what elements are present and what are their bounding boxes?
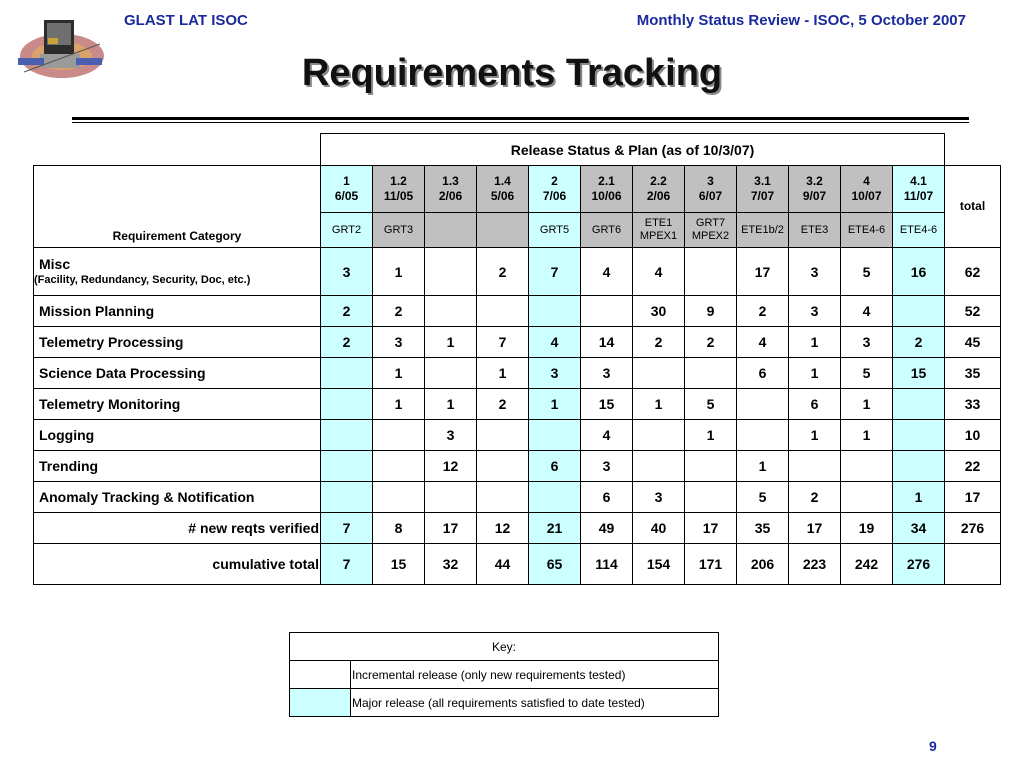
release-test-label [633,213,685,248]
row-label: Anomaly Tracking & Notification [34,482,321,513]
row-value [893,389,945,420]
row-value [425,296,477,327]
release-test-label [789,213,841,248]
release-date: 7/06 [542,189,567,203]
key-label: Major release (all requirements satisfied to date tested) [351,689,719,717]
release-date: 11/05 [383,189,414,203]
release-version-header [373,166,425,213]
release-version-header [477,166,529,213]
release-version: 2.1 [598,174,615,188]
total-header: total [945,166,1001,248]
release-version-header [581,166,633,213]
row-value: 2 [633,327,685,358]
release-date: 9/07 [802,189,827,203]
cumulative-value: 242 [841,544,893,585]
row-value: 2 [477,248,529,296]
cumulative-value: 206 [737,544,789,585]
release-version-header [321,166,373,213]
row-value [685,358,737,389]
release-test-label [373,213,425,248]
row-label: Mission Planning [34,296,321,327]
release-version: 2.2 [650,174,667,188]
release-version: 1.2 [390,174,407,188]
row-value: 3 [633,482,685,513]
release-date: 6/05 [334,189,359,203]
incremental-release-swatch [290,661,351,689]
release-date: 2/06 [438,189,463,203]
release-test-line: ETE3 [800,223,829,236]
row-value [685,482,737,513]
row-value: 3 [373,327,425,358]
release-version: 4.1 [910,174,927,188]
row-total: 62 [945,248,1001,296]
row-value: 2 [321,327,373,358]
new-verified-value: 12 [477,513,529,544]
cumulative-value: 7 [321,544,373,585]
row-value: 1 [893,482,945,513]
new-verified-value: 17 [789,513,841,544]
key-table [289,632,719,717]
row-value [477,420,529,451]
row-total: 22 [945,451,1001,482]
release-status-title: Release Status & Plan (as of 10/3/07) [321,134,945,166]
row-value [321,358,373,389]
release-test-line: GRT3 [383,223,414,236]
release-test-line: ETE4-6 [847,223,886,236]
row-value: 4 [737,327,789,358]
row-value: 3 [529,358,581,389]
cumulative-value: 65 [529,544,581,585]
row-value [477,451,529,482]
release-date: 10/07 [851,189,882,203]
row-label: Logging [34,420,321,451]
new-verified-value: 40 [633,513,685,544]
release-date: 2/06 [646,189,671,203]
row-value: 2 [737,296,789,327]
row-value [737,420,789,451]
row-label: Telemetry Monitoring [34,389,321,420]
row-label-name: Misc [39,256,71,272]
title-divider [72,117,969,120]
row-value: 5 [737,482,789,513]
row-value: 1 [373,389,425,420]
row-value: 2 [685,327,737,358]
row-total: 52 [945,296,1001,327]
release-test-label [477,213,529,248]
row-value: 2 [321,296,373,327]
release-test-label [893,213,945,248]
new-verified-value: 7 [321,513,373,544]
release-version: 3 [707,174,714,188]
new-verified-value: 35 [737,513,789,544]
row-value: 4 [841,296,893,327]
row-label: Telemetry Processing [34,327,321,358]
row-value [789,451,841,482]
row-value: 1 [425,327,477,358]
row-value [477,482,529,513]
release-test-label [737,213,789,248]
release-version: 1.3 [442,174,459,188]
cumulative-empty [945,544,1001,585]
cumulative-value: 223 [789,544,841,585]
row-value: 6 [529,451,581,482]
release-test-label [685,213,737,248]
release-version-header [425,166,477,213]
cumulative-value: 44 [477,544,529,585]
row-total: 10 [945,420,1001,451]
cumulative-value: 15 [373,544,425,585]
row-value: 1 [373,358,425,389]
row-value [893,420,945,451]
release-version: 3.2 [806,174,823,188]
row-total: 17 [945,482,1001,513]
row-value [529,420,581,451]
requirements-table [33,133,1001,585]
row-value [425,358,477,389]
row-value [373,420,425,451]
row-value: 15 [581,389,633,420]
row-label: Trending [34,451,321,482]
cumulative-label: cumulative total [34,544,321,585]
row-value: 3 [425,420,477,451]
release-version: 1.4 [494,174,511,188]
row-value: 6 [789,389,841,420]
page-title: Requirements Tracking [301,52,723,94]
release-test-line: ETE4-6 [899,223,938,236]
row-value: 4 [581,248,633,296]
row-value [425,482,477,513]
release-version-header [633,166,685,213]
release-version-header [893,166,945,213]
release-version-header [685,166,737,213]
cumulative-value: 114 [581,544,633,585]
title-divider-thin [72,122,969,123]
new-verified-value: 17 [425,513,477,544]
row-value: 7 [529,248,581,296]
release-test-line: GRT7 [695,217,726,229]
release-date: 7/07 [750,189,775,203]
row-value: 3 [841,327,893,358]
new-verified-total: 276 [945,513,1001,544]
row-total: 45 [945,327,1001,358]
row-value [321,420,373,451]
release-version-header [789,166,841,213]
row-value: 1 [633,389,685,420]
row-value: 5 [841,248,893,296]
row-value: 9 [685,296,737,327]
row-value [529,296,581,327]
release-test-label [321,213,373,248]
row-value: 6 [581,482,633,513]
row-value: 2 [789,482,841,513]
row-value [477,296,529,327]
release-test-line: GRT6 [591,223,622,236]
row-value [633,420,685,451]
cumulative-value: 171 [685,544,737,585]
row-value [581,296,633,327]
row-value: 1 [685,420,737,451]
release-date: 6/07 [698,189,723,203]
row-total: 33 [945,389,1001,420]
row-value: 4 [581,420,633,451]
header-right-title: Monthly Status Review - ISOC, 5 October 2007 [636,12,966,29]
row-label [34,248,321,296]
row-value: 3 [581,358,633,389]
row-value [841,451,893,482]
row-value: 5 [685,389,737,420]
row-value [685,451,737,482]
page-number: 9 [929,738,937,754]
row-value: 3 [789,248,841,296]
row-value: 1 [789,358,841,389]
row-value [321,451,373,482]
new-verified-value: 49 [581,513,633,544]
cumulative-value: 276 [893,544,945,585]
row-value: 1 [425,389,477,420]
release-test-line: MPEX1 [639,230,678,242]
row-label: Science Data Processing [34,358,321,389]
release-version-header [529,166,581,213]
cumulative-value: 32 [425,544,477,585]
row-value: 1 [373,248,425,296]
release-test-label [529,213,581,248]
release-version: 4 [863,174,870,188]
row-value [893,296,945,327]
row-value: 2 [373,296,425,327]
row-total: 35 [945,358,1001,389]
row-value [321,389,373,420]
row-value: 1 [529,389,581,420]
row-value: 1 [789,327,841,358]
row-value [841,482,893,513]
row-value: 17 [737,248,789,296]
release-test-line: MPEX2 [691,230,730,242]
release-test-line: GRT5 [539,223,570,236]
row-value: 3 [789,296,841,327]
cumulative-value: 154 [633,544,685,585]
new-verified-value: 34 [893,513,945,544]
release-version: 1 [343,174,350,188]
key-label: Incremental release (only new requirements tested) [351,661,719,689]
release-test-line: ETE1b/2 [741,223,784,236]
row-value [321,482,373,513]
empty-corner [34,134,321,166]
row-value [529,482,581,513]
new-verified-value: 8 [373,513,425,544]
empty-corner-right [945,134,1001,166]
release-version: 3.1 [754,174,771,188]
header-left-title: GLAST LAT ISOC [124,12,248,29]
row-value: 4 [529,327,581,358]
row-value: 1 [737,451,789,482]
row-value: 3 [581,451,633,482]
release-version: 2 [551,174,558,188]
requirement-category-header: Requirement Category [34,166,321,248]
new-verified-label: # new reqts verified [34,513,321,544]
release-date: 10/06 [591,189,622,203]
row-value: 16 [893,248,945,296]
release-test-label [841,213,893,248]
row-value: 4 [633,248,685,296]
release-version-header [737,166,789,213]
release-test-label [581,213,633,248]
row-value: 14 [581,327,633,358]
row-value: 1 [841,389,893,420]
release-test-line: GRT2 [331,223,362,236]
row-value [685,248,737,296]
row-value: 2 [477,389,529,420]
row-value [425,248,477,296]
release-version-header [841,166,893,213]
row-value: 15 [893,358,945,389]
row-value [633,358,685,389]
row-value [373,482,425,513]
row-value: 6 [737,358,789,389]
row-value: 1 [477,358,529,389]
release-test-line: ETE1 [644,217,673,229]
row-value: 3 [321,248,373,296]
row-value: 12 [425,451,477,482]
new-verified-value: 19 [841,513,893,544]
major-release-swatch [290,689,351,717]
row-value [893,451,945,482]
row-value: 2 [893,327,945,358]
key-title: Key: [290,633,719,661]
new-verified-value: 17 [685,513,737,544]
row-value: 5 [841,358,893,389]
row-value: 7 [477,327,529,358]
row-value: 30 [633,296,685,327]
row-value [633,451,685,482]
row-label-subtitle: (Facility, Redundancy, Security, Doc, etc.) [34,274,251,286]
row-value: 1 [789,420,841,451]
release-test-label [425,213,477,248]
row-value [373,451,425,482]
row-value [737,389,789,420]
release-date: 5/06 [490,189,515,203]
release-date: 11/07 [903,189,934,203]
row-value: 1 [841,420,893,451]
new-verified-value: 21 [529,513,581,544]
